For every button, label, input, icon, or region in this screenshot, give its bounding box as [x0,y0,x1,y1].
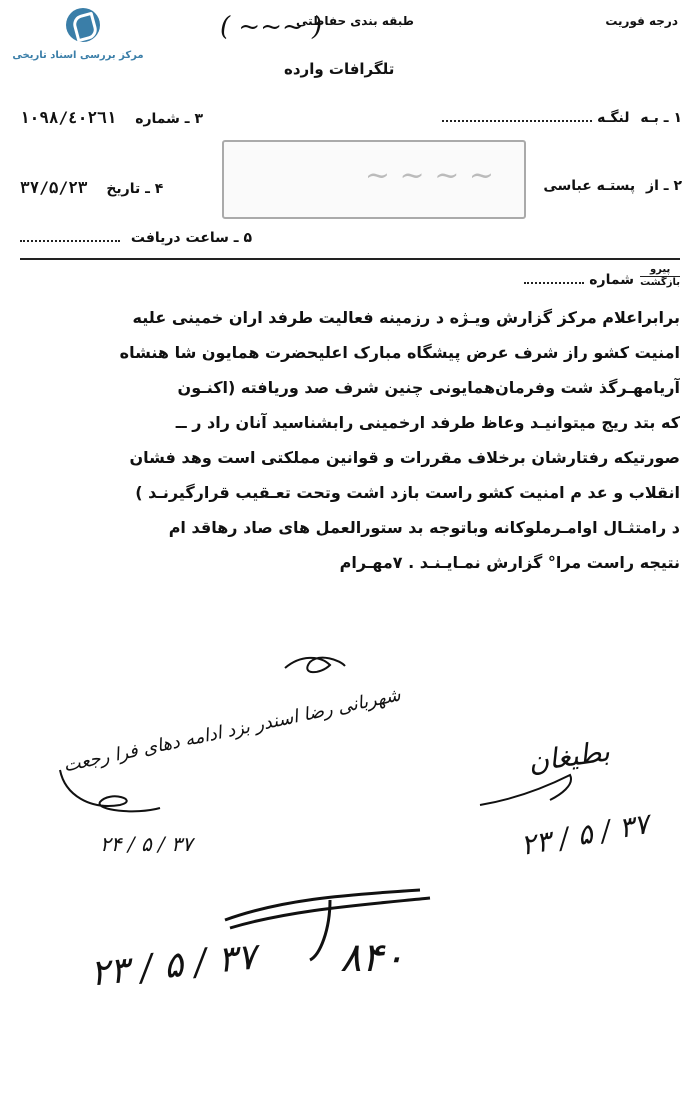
reference-number [524,270,634,288]
body-line: انقلاب و عد م امنیت کشو راست بازد اشت وتحت تعـقیب قرارگیرنـد ) [135,483,680,502]
bazgasht-label: بازگشت [640,277,680,288]
number-value: ۱۰۹۸/٤٠٢٦١ [20,108,117,127]
handwritten-name: بطیغان [526,734,612,779]
handwritten-note-left: شهربانی رضا اسندر بزد ادامه دهای فرا رجعت [61,684,403,777]
right-signature-flourish [470,760,590,820]
telegram-body [20,300,680,580]
watermark-text: مرکز بررسی اسناد تاریخی [12,50,144,61]
reference-number-label: شماره [589,272,634,288]
handwritten-date-left: ۲۴ / ۵ / ۳۷ [100,832,193,856]
body-line: صورتیکه رفتارشان برخلاف مقررات و قوانین مملکتی است وهد فشان [129,448,680,467]
classification-label: طبقه بندی حفاظتی [296,14,414,28]
to-label: ۱ ـ بـه [640,110,682,126]
date-field [20,178,163,197]
receipt-time-label: ۵ ـ ساعت دریافت [130,230,252,246]
stamp-text: ~ ~ ~ ~ [364,158,494,193]
body-line: که بتد ریج میتوانیـد وعاظ طرفد ارخمینی رابشناسید آنان راد ر ــ [175,413,680,432]
body-line: آریامهـرگذ شت وفرمان‌همایونی چنین شرف صد وریافته (اکنـون [177,378,680,397]
faded-stamp-top: ( ~~~ ) [220,12,323,42]
date-label: ۴ ـ تاریخ [106,181,164,197]
bottom-number: ۸۴۰ [340,935,405,981]
date-value: ۳۷/۵/۲۳ [20,178,88,197]
body-line: برابراعلام مرکز گزارش ویـژه د رزمینه فعالیت طرفد اران خمینی علیه [132,308,680,327]
number-label: ۳ ـ شماره [135,111,204,127]
official-stamp [222,140,526,219]
body-line: امنیت کشو راز شرف عرض پیشگاه مبارک اعلیحضرت همایون شا هنشاه [119,343,680,362]
pirow-label: پیرو [649,264,671,275]
body-line: نتیجه راست مرا° گزارش نمـایـنـد . ۷مهـرام [339,553,680,572]
to-field [442,108,682,126]
to-value: لنگـه [597,110,630,126]
from-field [543,178,682,194]
document-title: تلگرافات وارده [284,60,395,78]
archive-logo-icon [66,8,100,42]
handwritten-date-right: ۲۳ / ۵ / ۳۷ [518,806,652,863]
reference-block [640,264,680,289]
receipt-time-field [20,228,252,246]
priority-label: درجه فوریت [605,14,678,28]
bottom-date: ۲۳ / ۵ / ۳۷ [88,936,259,995]
number-field [20,108,203,127]
body-line: د رامتثـال اوامـرملوکانه وباتوجه بد ستورالعمل های صاد رهاقد ام [168,518,680,537]
left-signature-flourish [50,760,170,820]
body-signature-mark [280,650,350,680]
from-label: ۲ ـ از [646,178,682,194]
header-divider [20,258,680,260]
from-value: پستـه عباسی [543,178,636,194]
archive-watermark [8,8,148,68]
